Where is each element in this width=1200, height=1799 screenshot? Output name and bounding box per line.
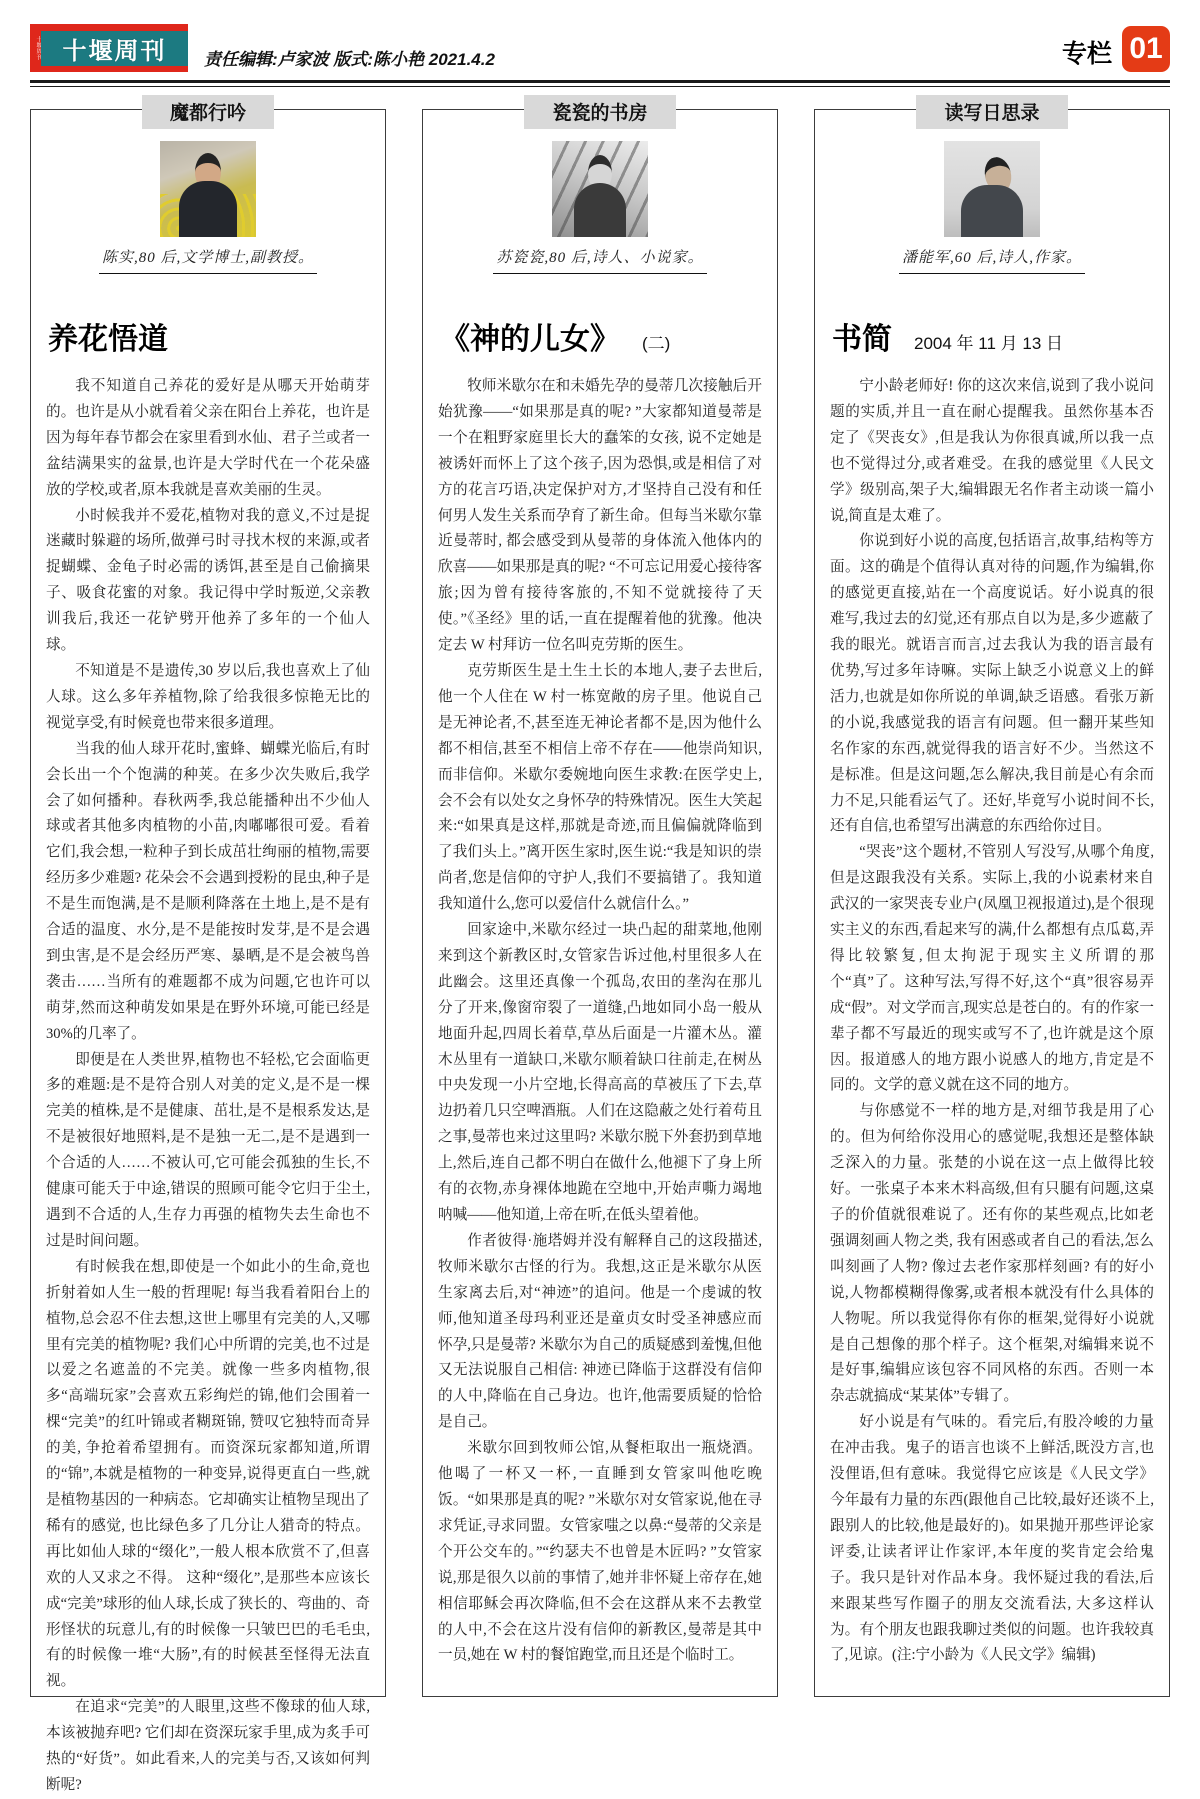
article-date: 2004 年 11 月 13 日 — [914, 334, 1063, 353]
article-paragraph: “哭丧”这个题材,不管别人写没写,从哪个角度,但是这跟我没有关系。实际上,我的小说素材来自武汉的一家哭丧专业户(凤凰卫视报道过),是个很现实主义的东西,看起来写的满,什么都想有点瓜葛,弄得比较繁复,但太拘泥于现实主义所谓的那个“真”了。这种写法,写得不好,这个“真”很容易弄成“假”。对文学而言,现实总是苍白的。有的作家一辈子都不写最近的现实或写不了,也许就是这个原因。报道感人的地方跟小说感人的地方,肯定是不同的。文学的意义就在这不同的地方。 — [830, 844, 1154, 1094]
logo-main — [41, 24, 188, 72]
columns-container — [30, 103, 1170, 1793]
article-column-2 — [422, 103, 778, 1697]
article-paragraph: 与你感觉不一样的地方是,对细节我是用了心的。但为何给你没用心的感觉呢,我想还是整体缺乏深入的力量。张楚的小说在这一点上做得比较好。一张桌子本来木料高级,但有只腿有问题,这桌子的价值就很难说了。还有你的某些观点,比如老强调刻画人物之类, 我有困惑或者自己的看法,怎么叫刻画了人物? 像过去老作家那样刻画? 有的好小说,人物都模糊得像雾,或者根本就没有什么具体的人物呢。所以我觉得你有你的框架,觉得好小说就是自己想像的那个样子。这个框架,对编辑来说不是好事,编辑应该包容不同风格的东西。否则一本杂志就搞成“某某体”专辑了。 — [830, 1103, 1154, 1405]
photo-figure-body — [574, 183, 626, 237]
article-title-row — [440, 314, 760, 358]
article-paragraph: 当我的仙人球开花时,蜜蜂、蝴蝶光临后,有时会长出一个个饱满的种荚。在多少次失败后,我学会了如何播种。春秋两季,我总能播种出不少仙人球或者其他多肉植物的小苗,肉嘟嘟很可爱。看着它们,我会想,一粒种子到长成茁壮绚丽的植物,需要经历多少难题? 花朵会不会遇到授粉的昆虫,种子是不是生而饱满,是不是顺利降落在土地上,是不是有合适的温度、水分,是不是能按时发芽,是不是会遇到虫害,是不是会经历严寒、暴晒,是不是会被鸟兽袭击……当所有的难题都不成为问题,它也许可以萌芽,然而这种萌发如果是在野外环境,可能已经是 30%的几率了。 — [46, 740, 370, 1042]
page-number-badge: 01 — [1122, 26, 1170, 72]
article-title: 《神的儿女》 — [440, 323, 620, 356]
newspaper-logo — [30, 24, 188, 72]
author-photo — [944, 141, 1040, 237]
photo-figure-body — [179, 181, 237, 237]
logo-title: 十堰周刊 — [41, 31, 188, 66]
photo-figure-body — [961, 185, 1023, 237]
article-paragraph: 米歇尔回到牧师公馆,从餐柜取出一瓶烧酒。他喝了一杯又一杯,一直睡到女管家叫他吃晚饭。“如果那是真的呢? ”米歇尔对女管家说,他在寻求凭证,寻求同盟。女管家嗤之以鼻:“曼蒂的父亲是个开公交车的。”“约瑟夫不也曾是木匠吗? ”女管家说,那是很久以前的事情了,她并非怀疑上帝存在,她相信耶稣会再次降临,但不会在这群从来不去教堂的人中,不会在这片没有信仰的新教区,曼蒂是其中一员,她在 W 村的餐馆跑堂,而且还是个临时工。 — [438, 1440, 762, 1664]
column-badge: 魔都行吟 — [142, 95, 274, 129]
article-paragraph: 不知道是不是遗传,30 岁以后,我也喜欢上了仙人球。这么多年养植物,除了给我很多惊艳无比的视觉享受,有时候竟也带来很多道理。 — [46, 662, 370, 731]
article-paragraph: 牧师米歇尔在和未婚先孕的曼蒂几次接触后开始犹豫——“如果那是真的呢? ”大家都知道曼蒂是一个在粗野家庭里长大的蠢笨的女孩, 说不定她是被诱奸而怀上了这个孩子,因为恐惧,或是相信了对方的花言巧语,决定保护对方,才坚持自己没有和任何男人发生关系而孕育了新生命。但每当米歇尔靠近曼蒂时, 都会感受到从曼蒂的身体流入他体内的欣喜——如果那是真的呢? “不可忘记用爱心接待客旅;因为曾有接待客旅的,不知不觉就接待了天使。”《圣经》里的话,一直在提醒着他的犹豫。他决定去 W 村拜访一位名叫克劳斯的医生。 — [438, 378, 762, 654]
article-paragraph: 你说到好小说的高度,包括语言,故事,结构等方面。这的确是个值得认真对待的问题,作为编辑,你的感觉更直接,站在一个高度说话。好小说真的很难写,我过去的幻觉,还有那点自以为是,多少遮蔽了我的眼光。就语言而言,过去我认为我的语言最有优势,写过多年诗嘛。实际上缺乏小说意义上的鲜活力,也就是如你所说的单调,缺乏语感。看张万新的小说,我感觉我的语言有问题。但一翻开某些知名作家的东西,就觉得我的语言好不少。当然这不是标准。但是这问题,怎么解决,我目前是心有余而力不足,只能看运气了。还好,毕竟写小说时间不长,还有自信,也希望写出满意的东西给你过目。 — [830, 533, 1154, 835]
masthead — [0, 0, 1200, 72]
logo-side-text: 十堰周刊 — [30, 24, 41, 72]
editor-line: 责任编辑:卢家波 版式:陈小艳 2021.4.2 — [204, 50, 495, 69]
article-paragraph: 在追求“完美”的人眼里,这些不像球的仙人球,本该被抛弃吧? 它们却在资深玩家手里,成为炙手可热的“好货”。如此看来,人的完美与否,又该如何判断呢? — [46, 1699, 370, 1793]
article-title-suffix: (二) — [642, 334, 671, 353]
article-body — [44, 374, 372, 1799]
article-paragraph: 回家途中,米歇尔经过一块凸起的甜菜地,他刚来到这个新教区时,女管家告诉过他,村里很多人在此幽会。这里还真像一个孤岛,农田的垄沟在那儿分了开来,像窗帘裂了一道缝,凸地如同小岛一般从地面升起,四周长着草,草丛后面是一片灌木丛。灌木丛里有一道缺口,米歇尔顺着缺口往前走,在树丛中央发现一小片空地,长得高高的草被压了下去,草边扔着几只空啤酒瓶。人们在这隐蔽之处行着苟且之事,曼蒂也来过这里吗? 米歇尔脱下外套扔到草地上,然后,连自己都不明白在做什么,他褪下了身上所有的衣物,赤身裸体地跪在空地中,开始声嘶力竭地呐喊——他知道,上帝在听,在低头望着他。 — [438, 922, 762, 1223]
article-body — [436, 374, 764, 1669]
article-paragraph: 我不知道自己养花的爱好是从哪天开始萌芽的。也许是从小就看着父亲在阳台上养花，也许是因为每年春节都会在家里看到水仙、君子兰或者一盆结满果实的盆景,也许是大学时代在一个花朵盛放的学校,或者,原本我就是喜欢美丽的生灵。 — [46, 378, 370, 498]
article-title: 养花悟道 — [48, 323, 168, 356]
article-title-row — [48, 314, 368, 358]
column-badge: 读写日思录 — [916, 95, 1067, 129]
article-paragraph: 有时候我在想,即使是一个如此小的生命,竟也折射着如人生一般的哲理呢! 每当我看着阳台上的植物,总会忍不住去想,这世上哪里有完美的人,又哪里有完美的植物呢? 我们心中所谓的完美,也不过是以爱之名遮盖的不完美。就像一些多肉植物,很多“高端玩家”会喜欢五彩绚烂的锦,他们会围着一棵“完美”的红叶锦或者糊斑锦, 赞叹它独特而奇异的美, 争抢着希望拥有。而资深玩家都知道,所谓的“锦”,本就是植物的一种变异,说得更直白一些,就是植物基因的一种病态。它却确实让植物呈现出了稀有的感觉, 也比绿色多了几分让人猎奇的特点。再比如仙人球的“缀化”,一般人根本欣赏不了,但喜欢的人又求之不得。 这种“缀化”,是那些本应该长成“完美”球形的仙人球,长成了狭长的、弯曲的、奇形怪状的玩意儿,有的时候像一只皱巴巴的毛毛虫,有的时候像一堆“大肠”,有的时候甚至怪得无法直视。 — [46, 1258, 370, 1690]
article-paragraph: 小时候我并不爱花,植物对我的意义,不过是捉迷藏时躲避的场所,做弹弓时寻找木杈的来源,或者捉蝴蝶、金龟子时必需的诱饵,甚至是自己偷摘果子、吸食花蜜的对象。我记得中学时叛逆,父亲教训我后,我还一花铲劈开他养了多年的一个仙人球。 — [46, 507, 370, 654]
section-label: 专栏 — [1061, 40, 1112, 68]
article-column-1 — [30, 103, 386, 1793]
author-caption: 苏瓷瓷,80 后,诗人、小说家。 — [493, 246, 706, 274]
article-paragraph: 即便是在人类世界,植物也不轻松,它会面临更多的难题:是不是符合别人对美的定义,是不是一棵完美的植株,是不是健康、茁壮,是不是根系发达,是不是被很好地照料,是不是独一无二,是不是遇到一个合适的人……不被认可,它可能会孤独的生长,不健康可能夭于中途,错误的照顾可能令它归于尘土,遇到不合适的人,生存力再强的植物失去生命也不过是时间问题。 — [46, 1051, 370, 1249]
article-paragraph: 宁小龄老师好! 你的这次来信,说到了我小说问题的实质,并且一直在耐心提醒我。虽然你基本否定了《哭丧女》,但是我认为你很真诚,所以我一点也不觉得过分,或者难受。在我的感觉里《人民文学》级别高,架子大,编辑跟无名作者主动谈一篇小说,简直是太难了。 — [830, 378, 1154, 524]
author-caption: 潘能军,60 后,诗人,作家。 — [899, 246, 1085, 274]
logo-stripe-bottom — [41, 66, 188, 73]
article-title: 书简 — [832, 323, 892, 356]
column-badge: 瓷瓷的书房 — [524, 95, 675, 129]
article-body — [828, 374, 1156, 1669]
article-column-3 — [814, 103, 1170, 1697]
article-paragraph: 作者彼得·施塔姆并没有解释自己的这段描述,牧师米歇尔古怪的行为。我想,这正是米歇尔从医生家离去后,对“神迹”的追问。他是一个虔诚的牧师,他知道圣母玛利亚还是童贞女时受圣神感应而怀孕,只是曼蒂? 米歇尔为自己的质疑感到羞愧,但他又无法说服自己相信: 神迹已降临于这群没有信仰的人中,降临在自己身边。也许,他需要质疑的恰恰是自己。 — [438, 1232, 762, 1431]
article-paragraph: 克劳斯医生是土生土长的本地人,妻子去世后,他一个人住在 W 村一栋宽敞的房子里。他说自己是无神论者,不,甚至连无神论者都不是,因为他什么都不相信,甚至不相信上帝不存在——他崇尚知识,而非信仰。米歇尔委婉地向医生求教:在医学史上,会不会有以处女之身怀孕的特殊情况。医生大笑起来:“如果真是这样,那就是奇迹,而且偏偏就降临到了我们头上。”离开医生家时,医生说:“我是知识的崇尚者,您是信仰的守护人,我们不要搞错了。我知道我知道什么,您可以爱信什么就信什么。” — [438, 662, 762, 913]
masthead-rule — [30, 80, 1170, 87]
author-photo — [160, 141, 256, 237]
article-title-row — [832, 314, 1152, 358]
author-caption: 陈实,80 后,文学博士,副教授。 — [99, 246, 317, 274]
author-photo — [552, 141, 648, 237]
article-paragraph: 好小说是有气味的。看完后,有股冷峻的力量在冲击我。鬼子的语言也谈不上鲜活,既没方言,也没俚语,但有意味。我觉得它应该是《人民文学》今年最有力量的东西(跟他自己比较,最好还谈不上,跟别人的比较,他是最好的)。如果抛开那些评论家评委,让读者评让作家评,本年度的奖肯定会给鬼子。我只是针对作品本身。我怀疑过我的看法,后来跟某些写作圈子的朋友交流看法, 大多这样认为。有个朋友也跟我聊过类似的问题。也许我较真了,见谅。(注:宁小龄为《人民文学》编辑) — [830, 1414, 1154, 1664]
